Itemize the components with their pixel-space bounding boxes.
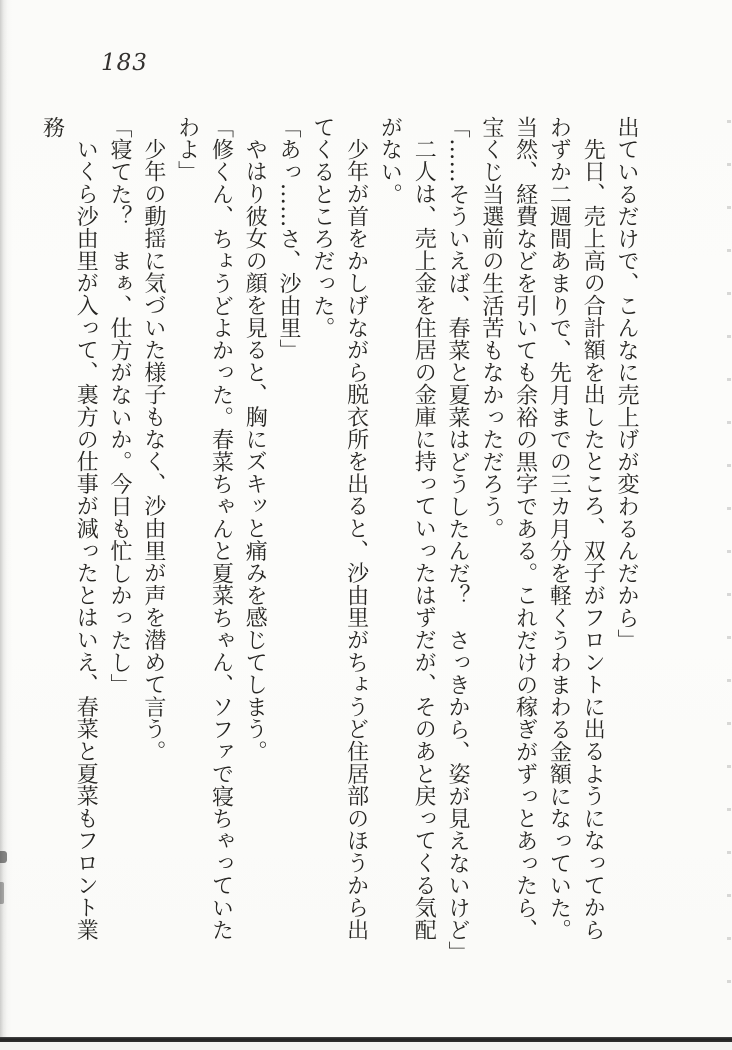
scan-smudge (0, 882, 4, 904)
scan-smudge (0, 851, 7, 863)
paragraph: 「寝てた？ まぁ、仕方がないか。今日も忙しかったし」 (107, 116, 133, 696)
paragraph: いくら沙由里が入って、裏方の仕事が減ったとはいえ、春菜と夏菜もフロント業務 (39, 116, 99, 941)
paragraph: やはり彼女の顔を見ると、胸にズキッと痛みを感じてしまう。 (242, 138, 268, 763)
paragraph: 出ているだけで、こんなに売上げが変わるんだから」 (614, 116, 639, 652)
paragraph: 少年が首をかしげながら脱衣所を出ると、沙由里がちょうど住居部のほうから出てくるところだった。 (309, 116, 369, 941)
scan-edge-artifacts (727, 120, 731, 1010)
paragraph: 先日、売上高の合計額を出したところ、双子がフロントに出るようになってからわずか二週間あまりで、先月までの三カ月分を軽くうわまわる金額になっていた。当然、経費などを引いても余裕の黒字である。これだけの稼ぎがずっとあったら、宝くじ当選前の生活苦もなかっただろう。 (478, 116, 606, 942)
paragraph: 二人は、売上金を住居の金庫に持っていったはずだが、そのあと戻ってくる気配がない。 (377, 116, 437, 941)
paragraph: 「……そういえば、春菜と夏菜はどうしたんだ？ さっきから、姿が見えないけど」 (445, 116, 471, 964)
paragraph: 「修くん、ちょうどよかった。春菜ちゃんと夏菜ちゃん、ソファで寝ちゃっていたわよ」 (174, 116, 234, 942)
page-bottom-margin (0, 1042, 732, 1050)
paragraph: 少年の動揺に気づいた様子もなく、沙由里が声を潜めて言う。 (140, 138, 166, 763)
body-text (35, 116, 643, 964)
paragraph: 「あっ……さ、沙由里」 (276, 116, 302, 362)
page-number: 183 (101, 50, 148, 76)
